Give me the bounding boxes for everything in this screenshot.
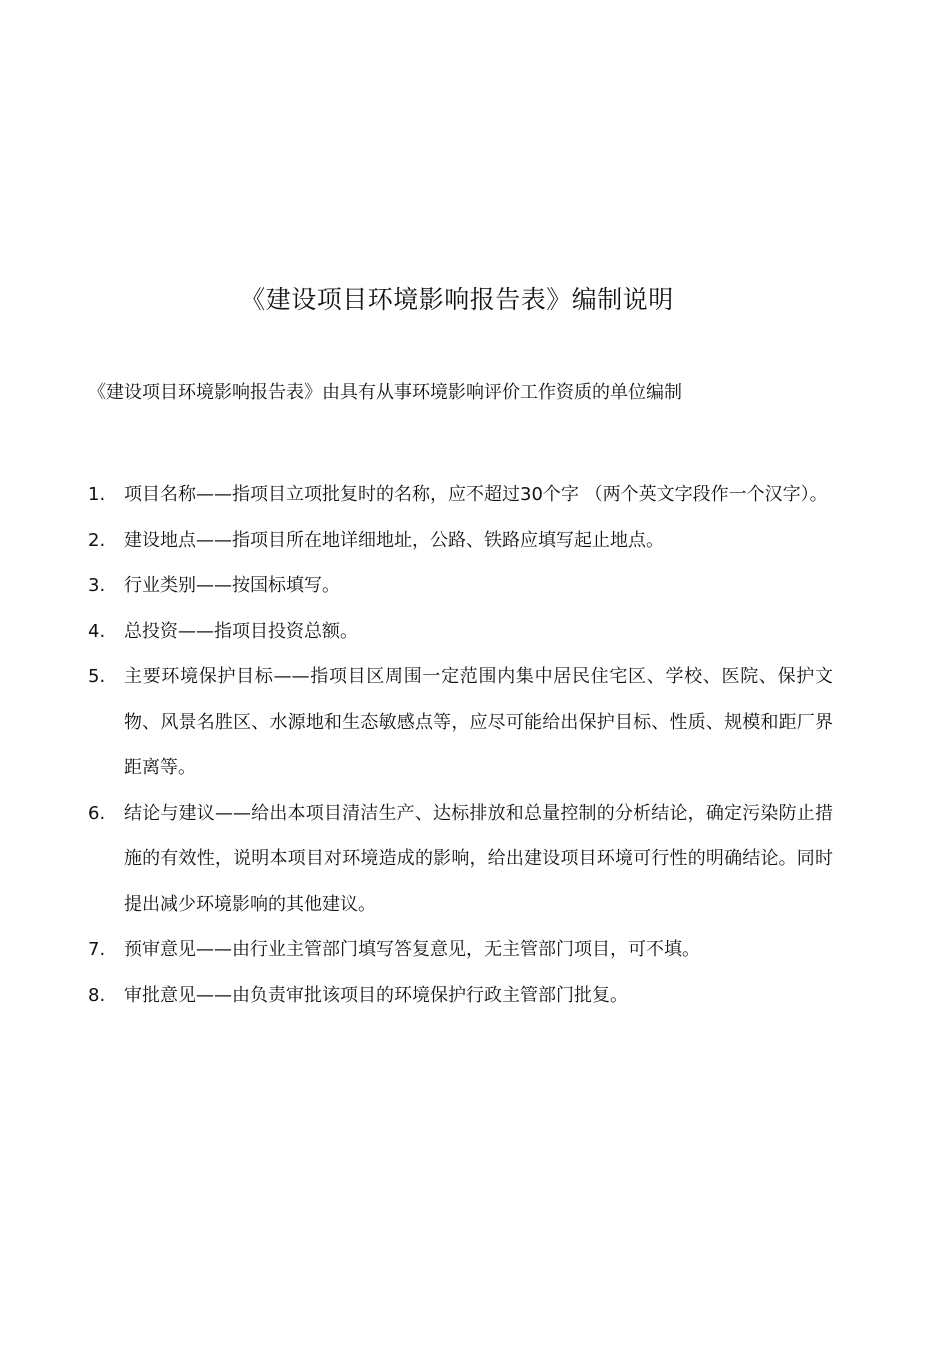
item-text: 项目名称——指项目立项批复时的名称，应不超过30个字 （两个英文字段作一个汉字）。 bbox=[124, 484, 828, 505]
list-item bbox=[88, 927, 833, 973]
list-item bbox=[88, 654, 833, 791]
instruction-list bbox=[88, 472, 833, 1018]
list-item bbox=[88, 973, 833, 1019]
list-item bbox=[88, 563, 833, 609]
item-text: 审批意见——由负责审批该项目的环境保护行政主管部门批复。 bbox=[124, 984, 628, 1006]
item-number: 7. bbox=[88, 939, 106, 960]
item-number: 3. bbox=[88, 575, 106, 596]
item-number: 8. bbox=[88, 984, 106, 1006]
item-text: 预审意见——由行业主管部门填写答复意见，无主管部门项目，可不填。 bbox=[124, 939, 700, 960]
item-text: 总投资——指项目投资总额。 bbox=[124, 620, 358, 642]
list-item bbox=[88, 518, 833, 564]
list-item bbox=[88, 472, 833, 518]
item-text: 行业类别——按国标填写。 bbox=[124, 575, 340, 596]
item-number: 6. bbox=[88, 802, 106, 824]
list-item bbox=[88, 609, 833, 655]
item-text: 建设地点——指项目所在地详细地址，公路、铁路应填写起止地点。 bbox=[124, 529, 664, 551]
item-number: 4. bbox=[88, 620, 106, 642]
item-text: 主要环境保护目标——指项目区周围一定范围内集中居民住宅区、学校、医院、保护文物、风景名胜区、水源地和生态敏感点等，应尽可能给出保护目标、性质、规模和距厂界距离等。 bbox=[124, 666, 833, 778]
document-title: 《建设项目环境影响报告表》编制说明 bbox=[240, 285, 674, 314]
item-number: 1. bbox=[88, 484, 106, 505]
item-number: 5. bbox=[88, 666, 106, 687]
item-number: 2. bbox=[88, 529, 106, 551]
intro-paragraph: 《建设项目环境影响报告表》由具有从事环境影响评价工作资质的单位编制 bbox=[88, 382, 682, 403]
list-item bbox=[88, 791, 833, 928]
item-text: 结论与建议——给出本项目清洁生产、达标排放和总量控制的分析结论，确定污染防止措施的有效性，说明本项目对环境造成的影响，给出建设项目环境可行性的明确结论。同时提出减少环境影响的其他建议。 bbox=[124, 802, 833, 915]
